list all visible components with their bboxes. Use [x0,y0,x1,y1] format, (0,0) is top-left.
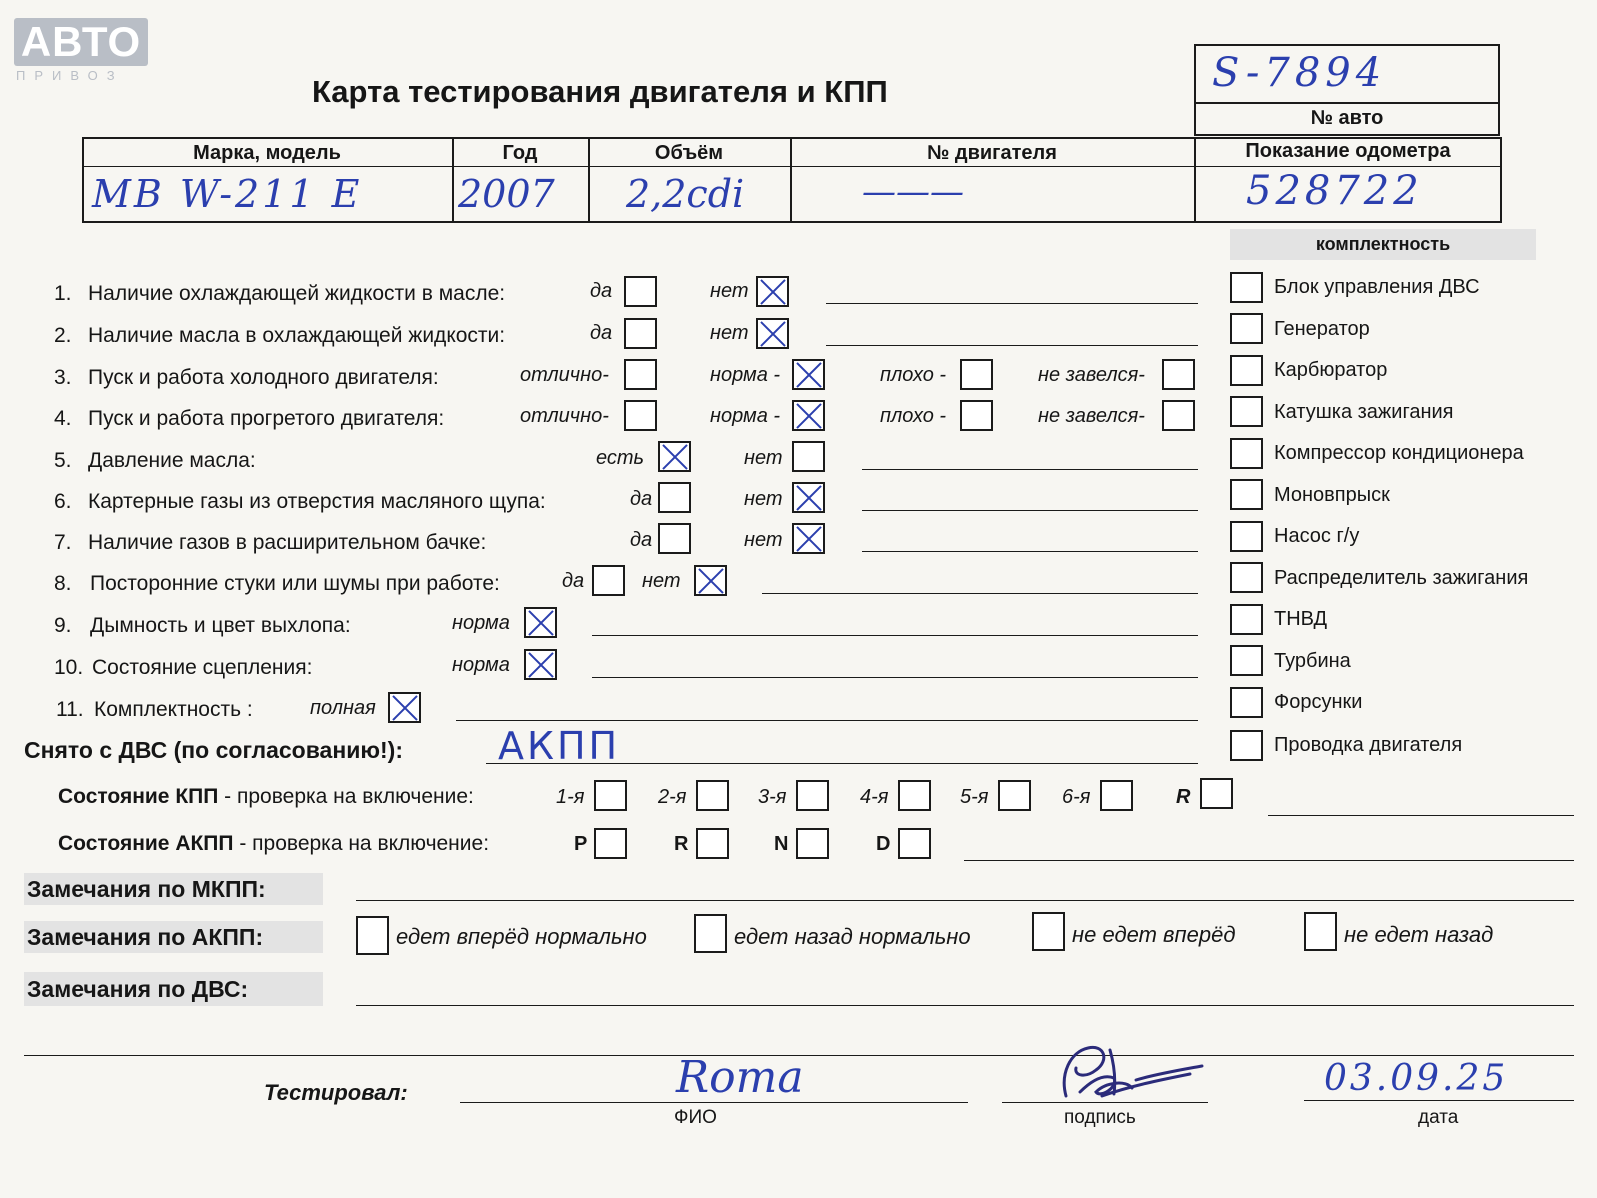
completeness-item: ТНВД [1274,608,1328,630]
akpp-gear-label: D [876,833,891,855]
gear-checkbox[interactable] [898,780,931,811]
checkbox-normal[interactable] [792,400,825,431]
kpp-line [1268,815,1574,816]
row-label: Наличие газов в расширительном бачке: [88,531,487,554]
gear-checkbox[interactable] [696,780,729,811]
akpp-remark-checkbox[interactable] [1032,912,1065,951]
option-label: не завелся- [1038,405,1145,427]
option-label: не завелся- [1038,364,1145,386]
checkbox-absent[interactable] [792,441,825,472]
checkbox-normal[interactable] [524,649,557,680]
checkbox-yes[interactable] [592,565,625,596]
option-label: да [630,488,653,510]
row-number: 5. [54,449,72,472]
completeness-checkbox[interactable] [1230,645,1263,676]
kpp-label [58,785,474,809]
row-number: 8. [54,572,72,595]
option-label: нет [744,488,783,510]
row-label: Пуск и работа прогретого двигателя: [88,407,445,430]
option-label: нет [710,322,749,344]
checkbox-yes[interactable] [658,482,691,513]
removed-label: Снято с ДВС (по согласованию!): [24,737,403,763]
akpp-remark-option: не едет вперёд [1072,922,1236,947]
checkbox-no[interactable] [792,523,825,554]
option-label: да [590,280,613,302]
value-odometer: 528722 [1246,168,1423,214]
gear-checkbox[interactable] [594,780,627,811]
akpp-gear-label: P [574,833,588,855]
checkbox-no[interactable] [756,276,789,307]
row-label: Картерные газы из отверстия масляного щупа: [88,490,546,513]
checkbox-present[interactable] [658,441,691,472]
col-header-odometer: Показание одометра [1245,140,1451,162]
row-label: Наличие охлаждающей жидкости в масле: [88,282,506,305]
akpp-remark-checkbox[interactable] [694,914,727,953]
row-label: Давление масла: [88,449,256,472]
akpp-remark-checkbox[interactable] [356,916,389,955]
completeness-item: Форсунки [1274,691,1363,713]
tester-name: Roma [676,1052,804,1103]
document-title: Карта тестирования двигателя и КПП [312,74,888,109]
remarks-dvs-line [356,1005,1574,1006]
checkbox-yes[interactable] [624,318,657,349]
row-number: 11. [56,698,84,721]
checkbox-yes[interactable] [658,523,691,554]
remarks-akpp-label: Замечания по АКПП: [24,921,323,953]
completeness-item: Распределитель зажигания [1274,567,1529,589]
date-line [1304,1100,1574,1101]
value-engine-number: ——— [862,172,964,212]
remark-line [592,635,1198,636]
checkbox-no[interactable] [792,482,825,513]
option-label: норма - [710,364,781,386]
completeness-checkbox[interactable] [1230,562,1263,593]
completeness-item: Моновпрыск [1274,484,1390,506]
option-label: полная [310,697,376,719]
akpp-gear-checkbox[interactable] [696,828,729,859]
remarks-mkpp-label: Замечания по МКПП: [24,873,323,905]
akpp-remark-option: едет назад нормально [734,924,971,949]
option-label: да [590,322,613,344]
date-caption: дата [1418,1107,1459,1128]
option-label: есть [596,447,645,469]
checkbox-no-start[interactable] [1162,359,1195,390]
col-header-make-model: Марка, модель [193,142,341,164]
gear-checkbox[interactable] [998,780,1031,811]
gear-checkbox[interactable] [1100,780,1133,811]
checkbox-excellent[interactable] [624,359,657,390]
completeness-checkbox[interactable] [1230,479,1263,510]
signature-icon [1040,1034,1210,1110]
option-label: плохо - [880,405,947,427]
name-line [460,1102,968,1103]
akpp-gear-label: R [674,833,689,855]
completeness-checkbox[interactable] [1230,272,1263,303]
completeness-item: Насос г/у [1274,525,1360,547]
option-label: нет [710,280,749,302]
akpp-remark-option: не едет назад [1344,922,1494,947]
akpp-line [964,860,1574,861]
gear-label: 6-я [1062,786,1091,808]
completeness-item: Турбина [1274,650,1351,672]
value-year: 2007 [458,172,555,216]
checkbox-no[interactable] [756,318,789,349]
value-make-model: MB W-211 E [92,172,363,216]
removed-value: АКПП [498,724,621,768]
remark-line [862,469,1198,470]
completeness-checkbox[interactable] [1230,604,1263,635]
option-label: нет [744,529,783,551]
completeness-checkbox[interactable] [1230,438,1263,469]
completeness-item: Проводка двигателя [1274,734,1463,756]
option-label: отлично- [520,405,609,427]
option-label: да [630,529,653,551]
row-number: 2. [54,324,72,347]
completeness-title: комплектность [1230,229,1536,260]
gear-label: 4-я [860,786,889,808]
remark-line [456,720,1198,721]
remarks-mkpp-line [356,900,1574,901]
kpp-label-bold: Состояние КПП [58,785,219,808]
checkbox-normal[interactable] [524,607,557,638]
akpp-gear-checkbox[interactable] [594,828,627,859]
checkbox-full[interactable] [388,692,421,723]
remark-line [862,551,1198,552]
akpp-label-rest: - проверка на включение: [233,832,490,855]
checkbox-no-start[interactable] [1162,400,1195,431]
completeness-item: Карбюратор [1274,359,1388,381]
checkbox-bad[interactable] [960,400,993,431]
completeness-item: Блок управления ДВС [1274,276,1480,298]
header-table-divider [82,166,1502,167]
checkbox-normal[interactable] [792,359,825,390]
checkbox-no[interactable] [694,565,727,596]
value-volume: 2,2cdi [626,172,745,216]
row-number: 7. [54,531,72,554]
col-header-year: Год [502,142,538,164]
remark-line [826,303,1198,304]
completeness-checkbox[interactable] [1230,521,1263,552]
test-date: 03.09.25 [1324,1058,1509,1099]
checkbox-yes[interactable] [624,276,657,307]
gear-label: R [1176,786,1191,808]
kpp-label-rest: - проверка на включение: [218,785,474,808]
row-number: 6. [54,490,72,513]
gear-label: 3-я [758,786,787,808]
remark-line [862,510,1198,511]
gear-label: 2-я [658,786,687,808]
akpp-gear-checkbox[interactable] [898,828,931,859]
completeness-checkbox[interactable] [1230,687,1263,718]
row-number: 3. [54,366,72,389]
akpp-gear-checkbox[interactable] [796,828,829,859]
name-caption: ФИО [674,1107,717,1128]
signature-line [1002,1102,1208,1103]
gear-checkbox[interactable] [796,780,829,811]
signature-caption: подпись [1064,1107,1136,1128]
logo-subtitle: ПРИВОЗ [16,68,124,83]
vehicle-number-label: № авто [1194,104,1500,136]
akpp-remark-checkbox[interactable] [1304,912,1337,951]
remarks-dvs-label: Замечания по ДВС: [24,972,323,1006]
row-label: Пуск и работа холодного двигателя: [88,366,439,389]
completeness-checkbox[interactable] [1230,396,1263,427]
gear-checkbox[interactable] [1200,778,1233,809]
gear-label: 1-я [556,786,585,808]
remark-line [762,593,1198,594]
row-number: 4. [54,407,72,430]
row-label: Наличие масла в охлаждающей жидкости: [88,324,506,347]
col-header-volume: Объём [654,142,724,164]
completeness-item: Катушка зажигания [1274,401,1454,423]
logo-text: АВТО [20,18,142,65]
akpp-label [58,832,489,856]
row-label: Комплектность : [94,698,253,721]
remark-line [592,677,1198,678]
row-number: 1. [54,282,72,305]
row-label: Дымность и цвет выхлопа: [90,614,351,637]
checkbox-excellent[interactable] [624,400,657,431]
removed-line [486,763,1198,764]
option-label: отлично- [520,364,609,386]
col-header-engine-number: № двигателя [927,142,1057,164]
checkbox-bad[interactable] [960,359,993,390]
completeness-item: Генератор [1274,318,1370,340]
row-number: 9. [54,614,72,637]
akpp-gear-label: N [774,833,789,855]
gear-label: 5-я [960,786,989,808]
row-label: Состояние сцепления: [92,656,313,679]
option-label: нет [744,447,783,469]
option-label: нет [642,570,681,592]
option-label: норма [452,654,510,676]
completeness-item: Компрессор кондиционера [1274,442,1524,464]
akpp-label-bold: Состояние АКПП [58,832,234,855]
akpp-remark-option: едет вперёд нормально [396,924,647,949]
logo [14,18,148,66]
row-label: Посторонние стуки или шумы при работе: [90,572,500,595]
row-number: 10. [54,656,84,679]
completeness-checkbox[interactable] [1230,313,1263,344]
completeness-checkbox[interactable] [1230,355,1263,386]
completeness-checkbox[interactable] [1230,730,1263,761]
vehicle-number-value: S-7894 [1212,50,1387,96]
option-label: да [562,570,585,592]
tested-by-label: Тестировал: [264,1080,408,1105]
option-label: норма - [710,405,781,427]
remark-line [826,345,1198,346]
option-label: норма [452,612,510,634]
option-label: плохо - [880,364,947,386]
